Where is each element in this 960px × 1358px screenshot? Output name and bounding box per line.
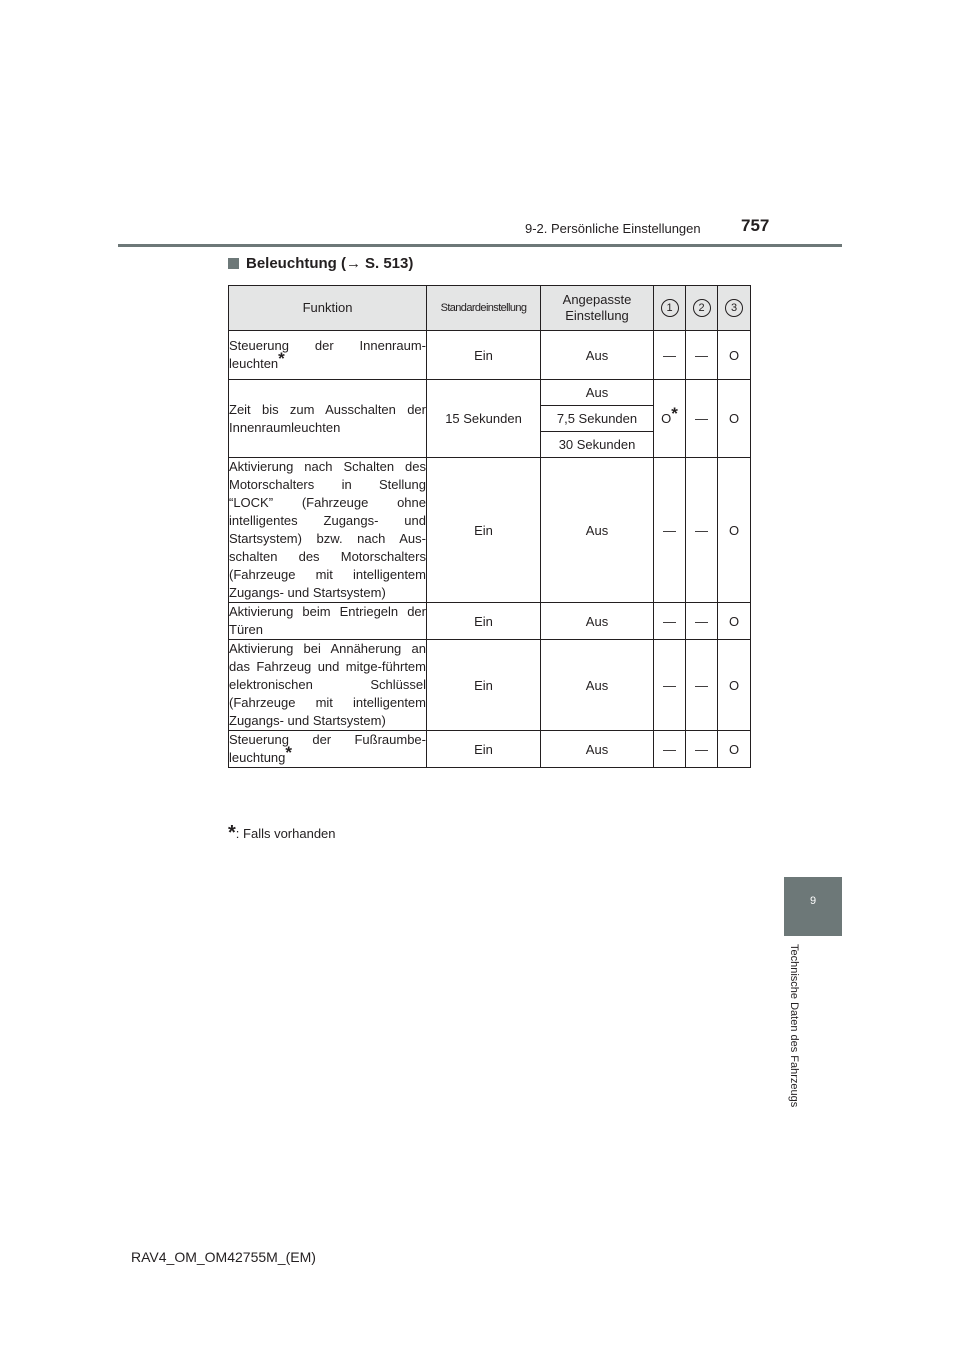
- col-header-funktion: Funktion: [229, 286, 427, 331]
- row-c3: O: [718, 603, 751, 640]
- row-option: Aus: [541, 380, 654, 406]
- asterisk-mark: *: [278, 349, 285, 368]
- table-row: [229, 331, 751, 380]
- table-row: [229, 603, 751, 640]
- row-option: 7,5 Sekunden: [541, 406, 654, 432]
- section-title: [228, 255, 413, 272]
- row-angepasst: Aus: [541, 458, 654, 603]
- row-c1: [654, 380, 686, 458]
- section-title-text: Beleuchtung (: [246, 255, 346, 272]
- row-funktion: Zeit bis zum Ausschalten der Innenraumleuchten: [229, 380, 427, 458]
- row-c2: —: [686, 458, 718, 603]
- table-row: [229, 458, 751, 603]
- row-c1: —: [654, 603, 686, 640]
- footnote-text: : Falls vorhanden: [235, 826, 336, 841]
- row-c2: —: [686, 380, 718, 458]
- col-header-2: [686, 286, 718, 331]
- header-section-title: 9-2. Persönliche Einstellungen: [525, 221, 701, 236]
- row-funktion: [229, 331, 427, 380]
- row-c3: O: [718, 640, 751, 731]
- row-standard: Ein: [427, 458, 541, 603]
- row-c1: —: [654, 331, 686, 380]
- arrow-right-icon: →: [346, 255, 361, 272]
- row-option: 30 Sekunden: [541, 432, 654, 458]
- col-header-standard: Standardeinstellung: [427, 286, 541, 331]
- row-standard: Ein: [427, 640, 541, 731]
- row-standard: 15 Sekunden: [427, 380, 541, 458]
- footnote-asterisk: *: [228, 822, 236, 844]
- row-funktion: Aktivierung bei Annäherung an das Fahrzeug und mitge-führtem elektronischen Schlüssel (Fahrzeuge mit intelligentem Zugangs- und Startsystem): [229, 640, 427, 731]
- row-c2: —: [686, 331, 718, 380]
- row-c1: —: [654, 640, 686, 731]
- row-funktion-text: Steuerung der Fußraumbe-leuchtung: [229, 732, 426, 765]
- row-angepasst: Aus: [541, 731, 654, 768]
- row-c2: —: [686, 640, 718, 731]
- row-standard: Ein: [427, 603, 541, 640]
- circled-number-3-icon: 3: [725, 299, 743, 317]
- row-funktion: [229, 731, 427, 768]
- section-page-ref: S. 513): [365, 255, 414, 272]
- table-row: [229, 640, 751, 731]
- row-angepasst: Aus: [541, 331, 654, 380]
- row-funktion: Aktivierung beim Entriegeln der Türen: [229, 603, 427, 640]
- row-c1: —: [654, 458, 686, 603]
- row-c3: O: [718, 380, 751, 458]
- row-c3: O: [718, 731, 751, 768]
- circled-number-1-icon: 1: [661, 299, 679, 317]
- row-funktion: Aktivierung nach Schalten des Motorschalters in Stellung “LOCK” (Fahrzeuge ohne intelligentes Zugangs- und Startsystem) bzw. nach Aus-schalten des Motorschalters (Fahrzeuge mit intelligentem Zugangs- und Startsystem): [229, 458, 427, 603]
- asterisk-mark: *: [671, 404, 678, 423]
- table-header-row: [229, 286, 751, 331]
- circled-number-2-icon: 2: [693, 299, 711, 317]
- row-c2: —: [686, 731, 718, 768]
- col-header-3: [718, 286, 751, 331]
- col-header-1: [654, 286, 686, 331]
- row-c2: —: [686, 603, 718, 640]
- row-standard: Ein: [427, 331, 541, 380]
- asterisk-mark: *: [285, 743, 293, 762]
- row-angepasst: Aus: [541, 640, 654, 731]
- square-bullet-icon: [228, 258, 239, 269]
- row-c3: O: [718, 331, 751, 380]
- footer-document-id: RAV4_OM_OM42755M_(EM): [131, 1249, 316, 1265]
- chapter-tab-label: Technische Daten des Fahrzeugs: [788, 944, 800, 1108]
- col-header-angepasst: [541, 286, 654, 331]
- header-rule: [118, 244, 842, 247]
- row-c1-text: O: [661, 411, 672, 426]
- row-c3: O: [718, 458, 751, 603]
- table-row: [229, 731, 751, 768]
- footnote: [228, 822, 336, 845]
- col-header-angepasst-text: Angepasste Einstellung: [562, 292, 632, 323]
- row-angepasst: Aus: [541, 603, 654, 640]
- row-c1: —: [654, 731, 686, 768]
- row-standard: Ein: [427, 731, 541, 768]
- table-row: [229, 380, 751, 406]
- row-funktion-text: Steuerung der Innenraum-leuchten: [229, 338, 426, 371]
- settings-table: [228, 285, 751, 768]
- chapter-tab: 9: [784, 877, 842, 936]
- page-number: 757: [741, 216, 770, 235]
